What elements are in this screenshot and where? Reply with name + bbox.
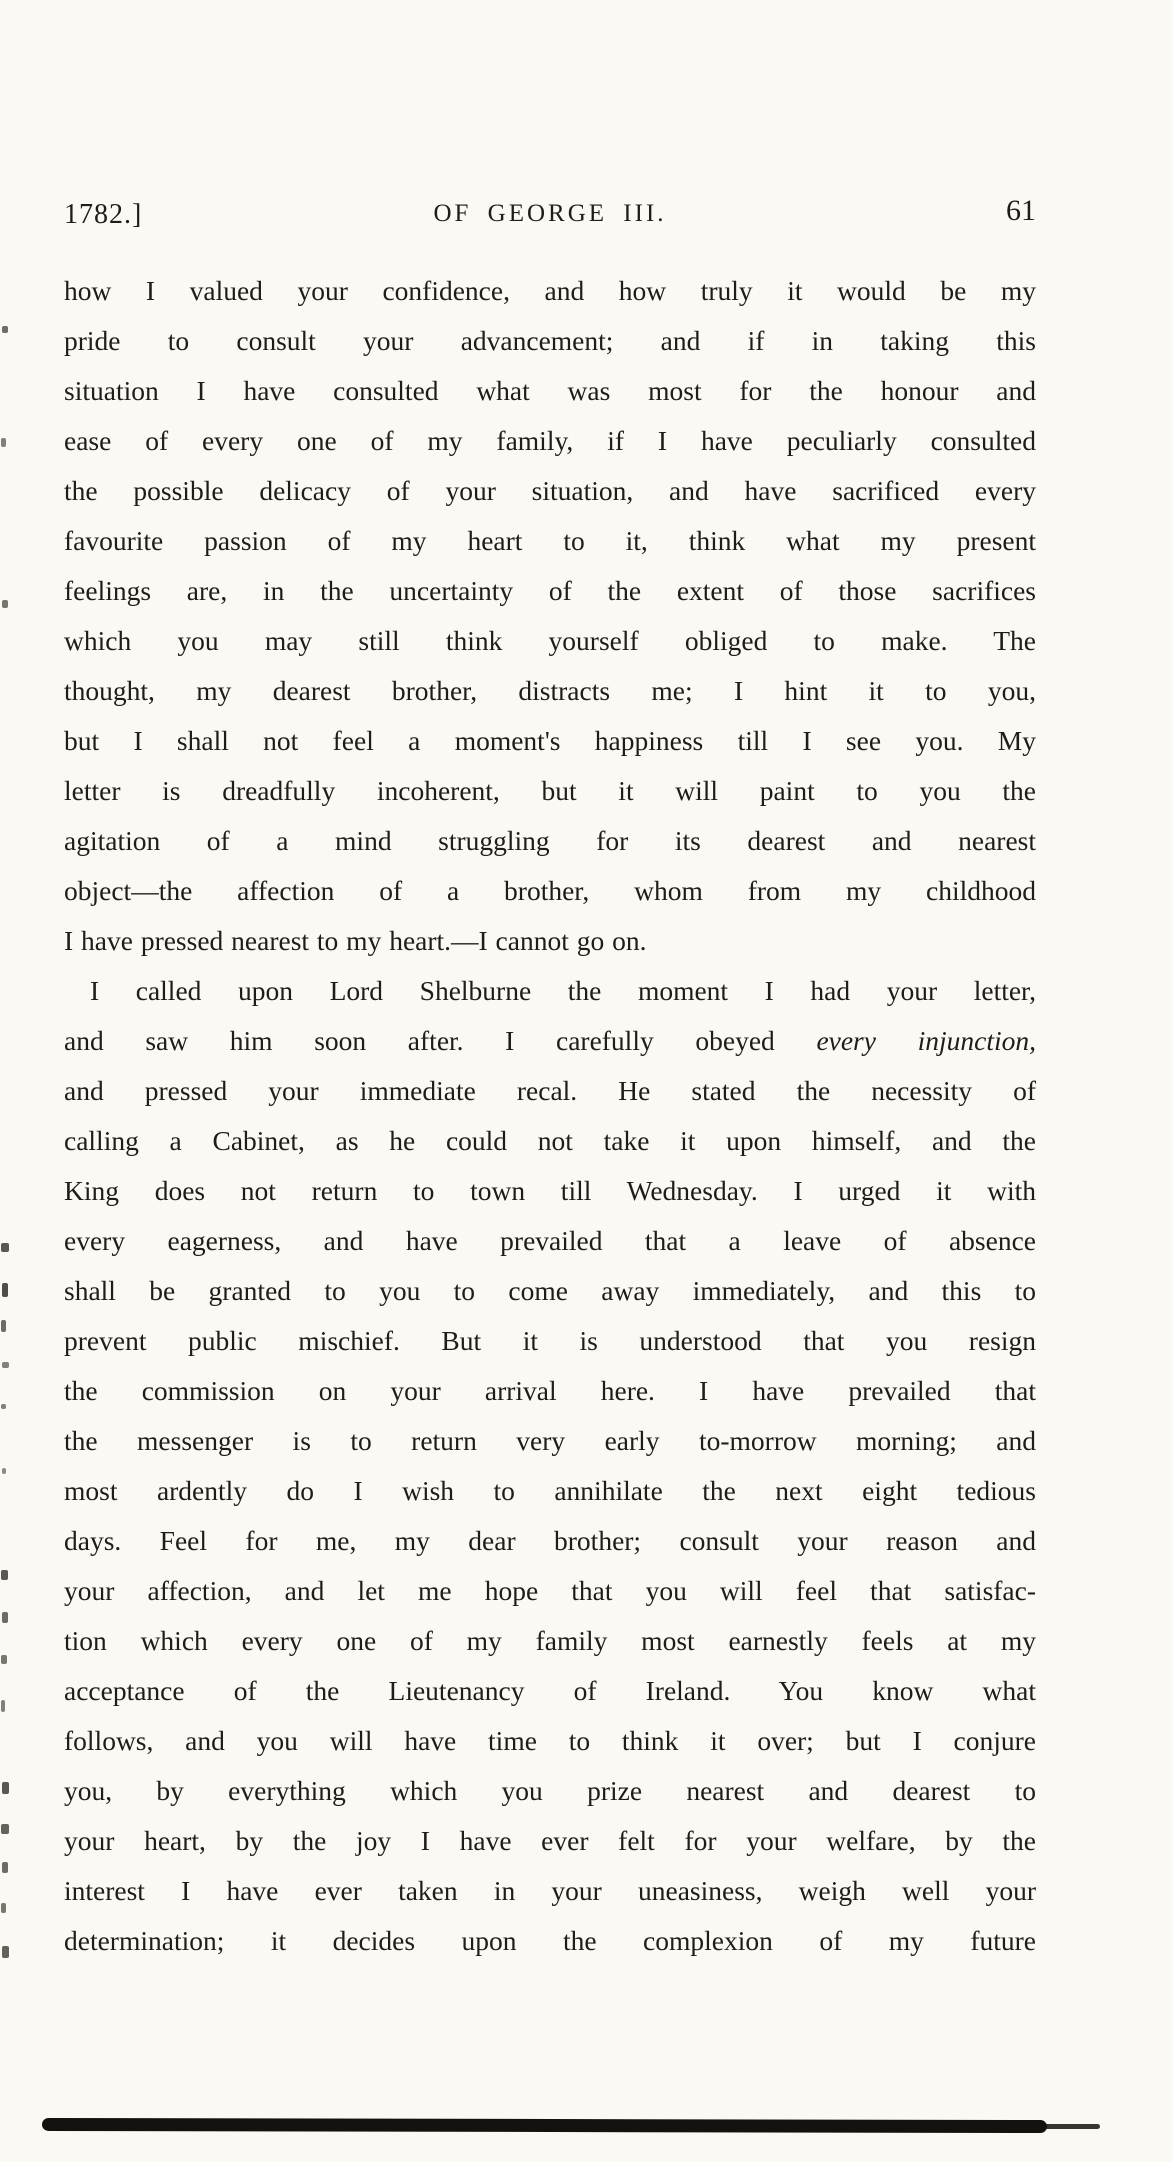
text-line: the commission on your arrival here. I have prevailed that — [64, 1375, 1036, 1406]
text-line: shall be granted to you to come away immediately, and this to — [64, 1275, 1036, 1306]
text-line: which you may still think yourself obliged to make. The — [64, 625, 1036, 656]
text-line: ease of every one of my family, if I have peculiarly consulted — [64, 425, 1036, 456]
text-line: days. Feel for me, my dear brother; consult your reason and — [64, 1525, 1036, 1556]
text-line: pride to consult your advancement; and if in taking this — [64, 325, 1036, 356]
scan-edge-shadow — [42, 2118, 1047, 2133]
text-line: determination; it decides upon the complexion of my future — [64, 1925, 1036, 1956]
header-page-number: 61 — [1006, 194, 1036, 227]
text-line: interest I have ever taken in your uneasiness, weigh well your — [64, 1875, 1036, 1906]
text-line: your heart, by the joy I have ever felt for your welfare, by the — [64, 1825, 1036, 1856]
text-line: object—the affection of a brother, whom from my childhood — [64, 875, 1036, 906]
text-line: but I shall not feel a moment's happiness till I see you. My — [64, 725, 1036, 756]
paragraph — [64, 266, 1036, 966]
page-body — [64, 266, 1036, 1966]
header-running-title: OF GEORGE III. — [433, 200, 667, 227]
scan-edge-shadow-tail — [1040, 2124, 1100, 2129]
text-line: calling a Cabinet, as he could not take it upon himself, and the — [64, 1125, 1036, 1156]
text-line: tion which every one of my family most earnestly feels at my — [64, 1625, 1036, 1656]
text-line: prevent public mischief. But it is understood that you resign — [64, 1325, 1036, 1356]
paragraph — [64, 966, 1036, 1966]
text-line: feelings are, in the uncertainty of the extent of those sacrifices — [64, 575, 1036, 606]
text-line: acceptance of the Lieutenancy of Ireland. You know what — [64, 1675, 1036, 1706]
text-line: most ardently do I wish to annihilate the next eight tedious — [64, 1475, 1036, 1506]
text-line: situation I have consulted what was most for the honour and — [64, 375, 1036, 406]
text-line: I have pressed nearest to my heart.—I cannot go on. — [64, 925, 647, 956]
text-line: agitation of a mind struggling for its dearest and nearest — [64, 825, 1036, 856]
header-year: 1782.] — [64, 199, 143, 230]
text-line: you, by everything which you prize nearest and dearest to — [64, 1775, 1036, 1806]
text-line: your affection, and let me hope that you will feel that satisfac- — [64, 1575, 1036, 1606]
page-header — [64, 196, 1036, 240]
text-line: every eagerness, and have prevailed that a leave of absence — [64, 1225, 1036, 1256]
text-line: and pressed your immediate recal. He stated the necessity of — [64, 1075, 1036, 1106]
text-line: thought, my dearest brother, distracts me; I hint it to you, — [64, 675, 1036, 706]
text-line: the messenger is to return very early to-morrow morning; and — [64, 1425, 1036, 1456]
text-line: and saw him soon after. I carefully obeyed every injunction, — [64, 1025, 1037, 1056]
text-line: how I valued your confidence, and how truly it would be my — [64, 275, 1036, 306]
text-line: the possible delicacy of your situation, and have sacrificed every — [64, 475, 1036, 506]
text-line: letter is dreadfully incoherent, but it will paint to you the — [64, 775, 1036, 806]
text-line: I called upon Lord Shelburne the moment I had your letter, — [90, 975, 1036, 1006]
text-line: favourite passion of my heart to it, think what my present — [64, 525, 1036, 556]
text-line: King does not return to town till Wednesday. I urged it with — [64, 1175, 1036, 1206]
text-line: follows, and you will have time to think it over; but I conjure — [64, 1725, 1036, 1756]
